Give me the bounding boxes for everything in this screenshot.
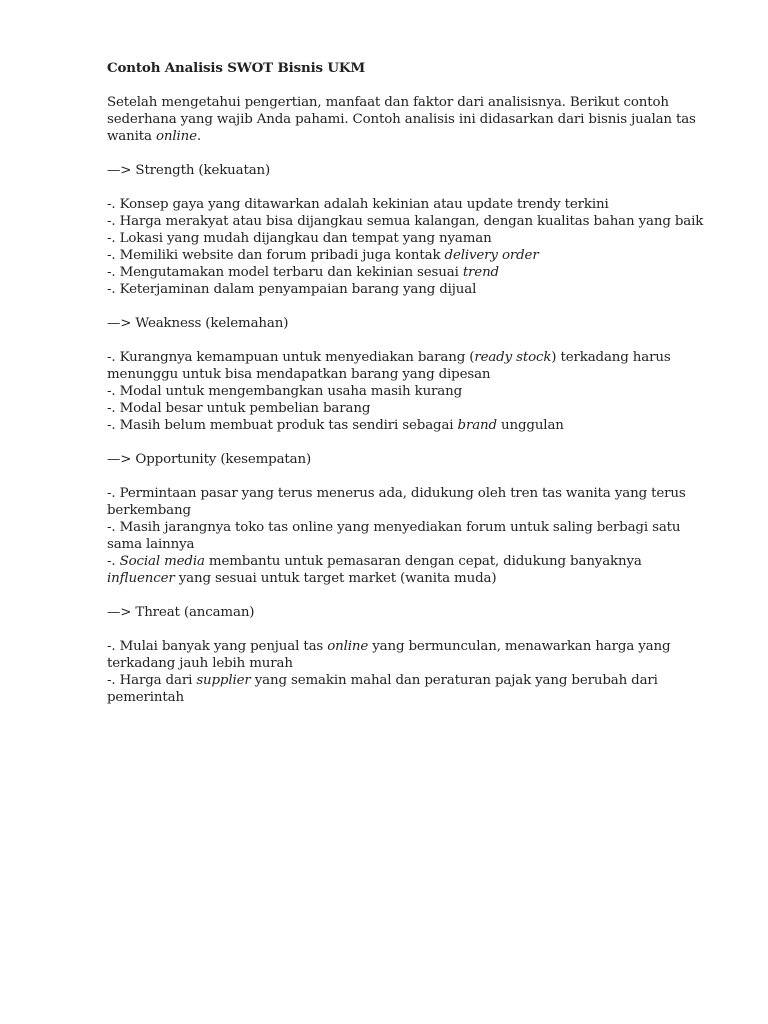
- list-item: [107, 383, 707, 400]
- item-text: membantu untuk pemasaran dengan cepat, didukung banyaknya: [204, 554, 642, 569]
- list-item: [107, 485, 707, 519]
- italic-term: supplier: [196, 673, 251, 688]
- italic-term: delivery order: [444, 248, 539, 263]
- item-text: yang semakin mahal dan peraturan pajak yang berubah dari pemerintah: [107, 673, 658, 705]
- section-heading-weakness: —> Weakness (kelemahan): [107, 316, 289, 331]
- item-text: -. Keterjaminan dalam penyampaian barang yang dijual: [107, 282, 477, 297]
- item-text: -. Harga merakyat atau bisa dijangkau semua kalangan, dengan kualitas bahan yang baik: [107, 214, 704, 229]
- intro-paragraph: [107, 94, 707, 145]
- item-text: -. Modal besar untuk pembelian barang: [107, 401, 371, 416]
- italic-term: brand: [457, 418, 497, 433]
- list-item: [107, 230, 707, 247]
- swot-sections: [107, 162, 707, 706]
- item-text: -. Kurangnya kemampuan untuk menyediakan barang (: [107, 350, 475, 365]
- list-item: [107, 672, 707, 706]
- section-heading-opportunity: —> Opportunity (kesempatan): [107, 452, 312, 467]
- list-item: [107, 247, 707, 264]
- item-text: -. Mengutamakan model terbaru dan kekinian sesuai: [107, 265, 463, 280]
- list-item: [107, 264, 707, 281]
- item-text: -. Modal untuk mengembangkan usaha masih kurang: [107, 384, 463, 399]
- section-list-opportunity: [107, 485, 707, 587]
- italic-term: ready stock: [474, 350, 552, 365]
- list-item: [107, 281, 707, 298]
- italic-term: trend: [462, 265, 499, 280]
- italic-term: influencer: [107, 571, 175, 586]
- section-heading-strength: —> Strength (kekuatan): [107, 163, 271, 178]
- section-list-strength: [107, 196, 707, 298]
- item-text: -. Masih jarangnya toko tas online yang menyediakan forum untuk saling berbagi satu sama lainnya: [107, 520, 681, 552]
- list-item: [107, 638, 707, 672]
- list-item: [107, 213, 707, 230]
- item-text: -. Lokasi yang mudah dijangkau dan tempat yang nyaman: [107, 231, 492, 246]
- section-list-weakness: [107, 349, 707, 434]
- list-item: [107, 196, 707, 213]
- item-text: -. Memiliki website dan forum pribadi juga kontak: [107, 248, 445, 263]
- document-page: [107, 60, 707, 723]
- item-text: ) terkadang harus menunggu untuk bisa mendapatkan barang yang dipesan: [107, 350, 671, 382]
- italic-term: Social media: [119, 554, 205, 569]
- intro-text: Setelah mengetahui pengertian, manfaat dan faktor dari analisisnya. Berikut contoh sederhana yang wajib Anda pahami. Contoh analisis ini didasarkan dari bisnis jualan tas wanita: [107, 95, 696, 144]
- document-title: Contoh Analisis SWOT Bisnis UKM: [107, 60, 366, 76]
- section-list-threat: [107, 638, 707, 706]
- item-text: yang bermunculan, menawarkan harga yang terkadang jauh lebih murah: [107, 639, 671, 671]
- item-text: -. Mulai banyak yang penjual tas: [107, 639, 328, 654]
- intro-italic-word: online: [155, 129, 197, 144]
- list-item: [107, 553, 707, 587]
- item-text: unggulan: [496, 418, 564, 433]
- list-item: [107, 349, 707, 383]
- intro-end: .: [196, 129, 201, 144]
- item-text: -. Permintaan pasar yang terus menerus ada, didukung oleh tren tas wanita yang terus berkembang: [107, 486, 686, 518]
- italic-term: online: [327, 639, 369, 654]
- item-text: yang sesuai untuk target market (wanita muda): [174, 571, 497, 586]
- list-item: [107, 519, 707, 553]
- section-heading-threat: —> Threat (ancaman): [107, 605, 255, 620]
- item-text: -. Harga dari: [107, 673, 197, 688]
- item-text: -. Masih belum membuat produk tas sendiri sebagai: [107, 418, 458, 433]
- list-item: [107, 400, 707, 417]
- item-text: -. Konsep gaya yang ditawarkan adalah kekinian atau update trendy terkini: [107, 197, 609, 212]
- list-item: [107, 417, 707, 434]
- item-text: -.: [107, 554, 120, 569]
